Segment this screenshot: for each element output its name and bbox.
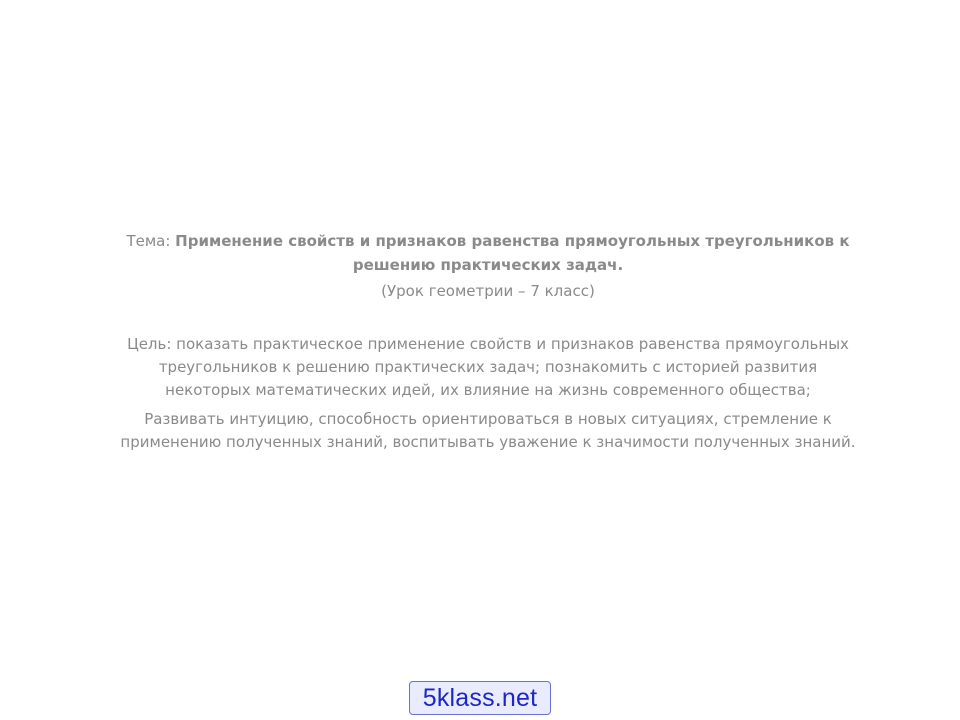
slide-content [120,229,856,454]
topic-heading [120,229,856,277]
lesson-subtitle: (Урок геометрии – 7 класс) [381,282,595,300]
develop-paragraph: Развивать интуицию, способность ориентироваться в новых ситуациях, стремление к применению полученных знаний, воспитывать уважение к значимости полученных знаний. [120,410,856,451]
topic-text: Применение свойств и признаков равенства прямоугольных треугольников к решению практических задач. [175,232,850,274]
goal-paragraph: Цель: показать практическое применение свойств и признаков равенства прямоугольных треугольников к решению практических задач; познакомить с историей развития некоторых математических идей, их влияние на жизнь современного общества; [127,335,849,399]
watermark-link[interactable]: 5klass.net [409,681,551,715]
topic-label: Тема: [126,232,171,250]
